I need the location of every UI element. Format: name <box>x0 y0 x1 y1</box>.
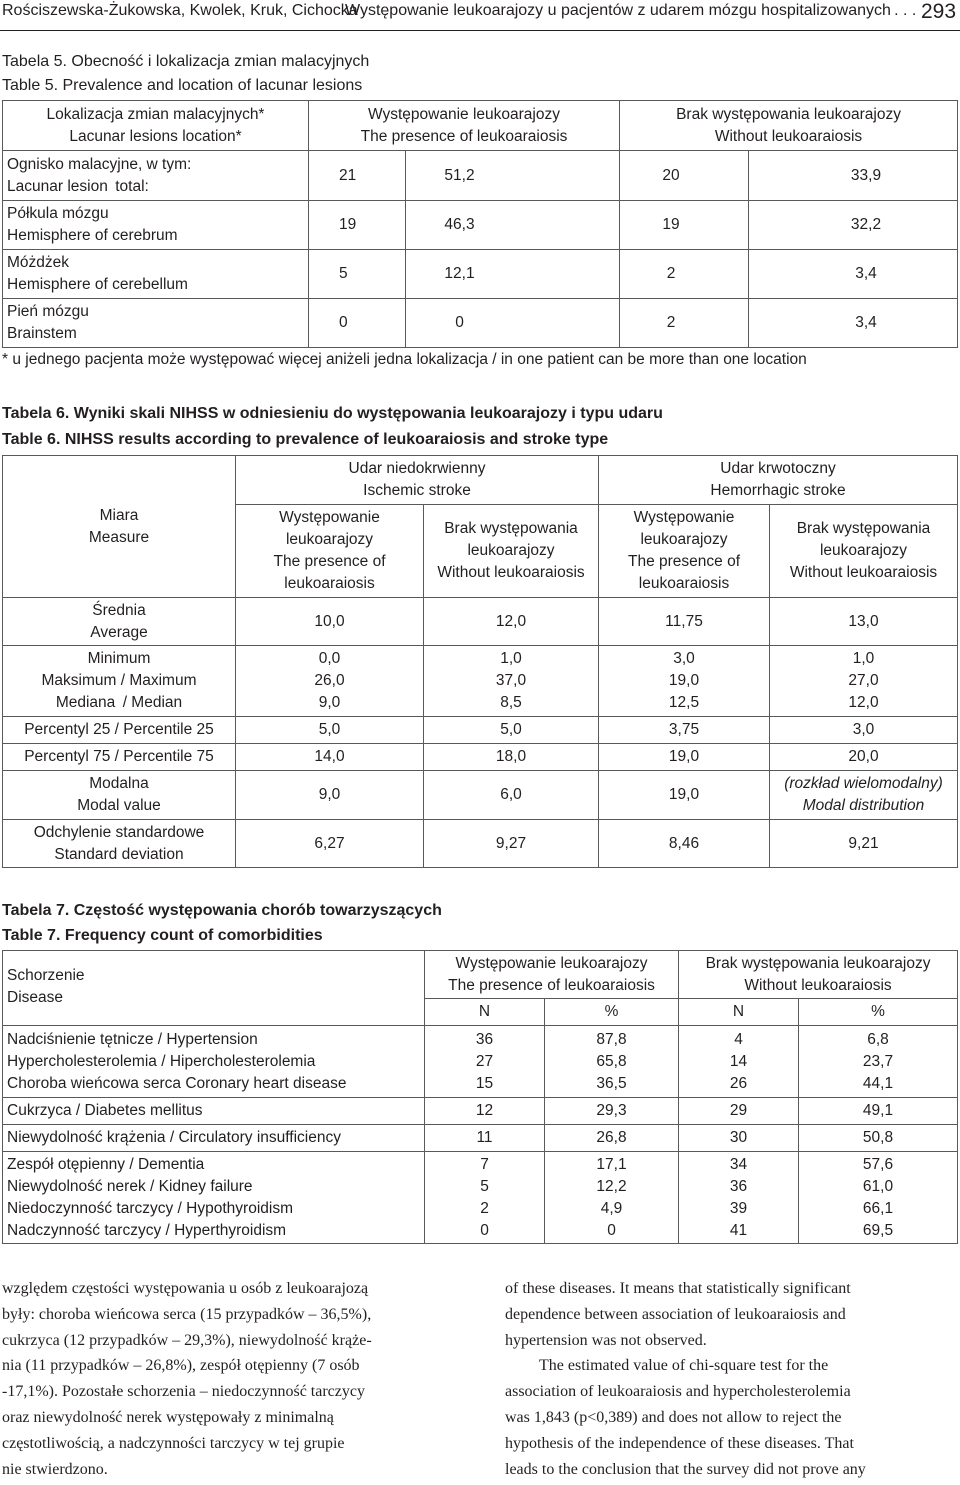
table5-head-presence: Występowanie leukoarajozy The presence of leukoaraiosis <box>309 101 620 151</box>
table7-cell: 26,8 <box>545 1125 679 1152</box>
table7-cell: 17,1 12,2 4,9 0 <box>545 1152 679 1244</box>
table6-cell: 11,75 <box>599 598 770 646</box>
table7-caption-pl: Tabela 7. Częstość występowania chorób towarzyszących <box>2 902 442 919</box>
table6-cell: 8,46 <box>599 820 770 868</box>
table7-cell: 87,8 65,8 36,5 <box>545 1026 679 1098</box>
table5-caption-pl: Tabela 5. Obecność i lokalizacja zmian malacyjnych <box>2 53 370 70</box>
table6-cell: 6,0 <box>424 771 599 820</box>
table7-cell: 6,8 23,7 44,1 <box>799 1026 958 1098</box>
table5-cell: 19 <box>620 201 749 250</box>
table6-cell: (rozkład wielomodalny) Modal distribution <box>770 771 958 820</box>
table6-row-label: Minimum Maksimum / Maximum Mediana / Median <box>3 646 236 717</box>
table6-cell: 0,0 26,0 9,0 <box>236 646 424 717</box>
table5-row-label: Półkula mózgu Hemisphere of cerebrum <box>3 201 309 250</box>
table6-cell: 5,0 <box>424 717 599 744</box>
table6-cell: 5,0 <box>236 717 424 744</box>
table6-cell: 6,27 <box>236 820 424 868</box>
table7-caption-en: Table 7. Frequency count of comorbidities <box>2 927 323 944</box>
table-row <box>3 250 958 299</box>
table6-cell: 3,0 19,0 12,5 <box>599 646 770 717</box>
table6-cell: 13,0 <box>770 598 958 646</box>
table6-head-absence: Brak występowania leukoarajozy Without leukoaraiosis <box>770 505 958 598</box>
table6-head-ischemic: Udar niedokrwienny Ischemic stroke <box>236 456 599 505</box>
table7-head-n: N <box>679 999 799 1026</box>
table6-caption-pl: Tabela 6. Wyniki skali NIHSS w odniesieniu do występowania leukoarajozy i typu udaru <box>2 405 663 422</box>
header-authors: Rościszewska-Żukowska, Kwolek, Kruk, Cichocka <box>2 2 358 19</box>
table7-head-pct: % <box>799 999 958 1026</box>
table7-row-label: Nadciśnienie tętnicze / Hypertension Hypercholesterolemia / Hipercholesterolemia Choroba wieńcowa serca Coronary heart disease <box>3 1026 425 1098</box>
table6-row-label: Średnia Average <box>3 598 236 646</box>
table7-cell: 4 14 26 <box>679 1026 799 1098</box>
table6-head-absence: Brak występowania leukoarajozy Without leukoaraiosis <box>424 505 599 598</box>
table5-cell: 2 <box>620 250 749 299</box>
table7-cell: 12 <box>425 1098 545 1125</box>
table5-footnote: * u jednego pacjenta może występować więcej aniżeli jedna lokalizacja / in one patient can be more than one location <box>2 351 807 368</box>
table5-cell: 5 <box>309 250 406 299</box>
table6-row-label: Percentyl 25 / Percentile 25 <box>3 717 236 744</box>
table5-cell: 3,4 <box>749 250 958 299</box>
table-row <box>3 1026 958 1098</box>
table7 <box>2 950 958 1244</box>
table-row <box>3 717 958 744</box>
table7-row-label: Zespół otępienny / Dementia Niewydolność nerek / Kidney failure Niedoczynność tarczycy / Hypothyroidism Nadczynność tarczycy / Hyperthyroidism <box>3 1152 425 1244</box>
table6-cell: 3,75 <box>599 717 770 744</box>
table6-head-presence: Występowanie leukoarajozy The presence of leukoaraiosis <box>599 505 770 598</box>
table-row <box>3 201 958 250</box>
table6-cell: 1,0 37,0 8,5 <box>424 646 599 717</box>
body-paragraph: The estimated value of chi-square test for the association of leukoaraiosis and hypercholesterolemia was 1,843 (p<0,389) and does not allow to reject the hypothesis of the independence of these diseases. That leads to the conclusion that the survey did not prove any <box>505 1357 866 1478</box>
body-paragraph: of these diseases. It means that statistically significant dependence between association of leukoaraiosis and hypertension was not observed. <box>505 1280 851 1349</box>
table-row <box>3 1152 958 1244</box>
table-row <box>3 299 958 348</box>
table6-caption-en: Table 6. NIHSS results according to prevalence of leukoaraiosis and stroke type <box>2 431 609 448</box>
table7-head-absence: Brak występowania leukoarajozy Without leukoaraiosis <box>679 951 958 999</box>
table6-cell: 9,21 <box>770 820 958 868</box>
table6-row-label: Modalna Modal value <box>3 771 236 820</box>
table-row <box>3 820 958 868</box>
table6-cell: 9,0 <box>236 771 424 820</box>
table6-cell: 19,0 <box>599 744 770 771</box>
table7-head-disease: Schorzenie Disease <box>3 951 425 1026</box>
table6-cell: 19,0 <box>599 771 770 820</box>
table7-cell: 49,1 <box>799 1098 958 1125</box>
table7-cell: 36 27 15 <box>425 1026 545 1098</box>
table5-cell: 20 <box>620 151 749 201</box>
header-rule <box>0 30 960 31</box>
table5-cell: 33,9 <box>749 151 958 201</box>
table7-header-row <box>3 951 958 999</box>
table6-cell: 10,0 <box>236 598 424 646</box>
table5-cell: 19 <box>309 201 406 250</box>
table5-cell: 2 <box>620 299 749 348</box>
table6-row-label: Odchylenie standardowe Standard deviation <box>3 820 236 868</box>
table6-head-presence: Występowanie leukoarajozy The presence of leukoaraiosis <box>236 505 424 598</box>
table6-cell: 1,0 27,0 12,0 <box>770 646 958 717</box>
body-left-column <box>2 1276 454 1482</box>
table5-cell: 21 <box>309 151 406 201</box>
table6-head-measure: Miara Measure <box>3 456 236 598</box>
table6-cell: 20,0 <box>770 744 958 771</box>
page-number: 293 <box>921 0 957 23</box>
table7-cell: 34 36 39 41 <box>679 1152 799 1244</box>
table-row <box>3 771 958 820</box>
table5-cell: 0 <box>406 299 620 348</box>
table6-cell: 12,0 <box>424 598 599 646</box>
table6-cell: 18,0 <box>424 744 599 771</box>
table5-row-label: Ognisko malacyjne, w tym: Lacunar lesion total: <box>3 151 309 201</box>
table6-cell: 9,27 <box>424 820 599 868</box>
table5-cell: 46,3 <box>406 201 620 250</box>
table7-cell: 29 <box>679 1098 799 1125</box>
table7-row-label: Cukrzyca / Diabetes mellitus <box>3 1098 425 1125</box>
table5-row-label: Móżdżek Hemisphere of cerebellum <box>3 250 309 299</box>
table-row <box>3 1098 958 1125</box>
table5-row-label: Pień mózgu Brainstem <box>3 299 309 348</box>
table-row <box>3 646 958 717</box>
table7-cell: 50,8 <box>799 1125 958 1152</box>
table7-cell: 7 5 2 0 <box>425 1152 545 1244</box>
table7-cell: 11 <box>425 1125 545 1152</box>
body-right-column <box>505 1276 957 1482</box>
table5-cell: 32,2 <box>749 201 958 250</box>
table6-cell: 14,0 <box>236 744 424 771</box>
table5-cell: 0 <box>309 299 406 348</box>
table7-cell: 29,3 <box>545 1098 679 1125</box>
body-paragraph: względem częstości występowania u osób z leukoarajozą były: choroba wieńcowa serca (15 przypadków – 36,5%), cukrzyca (12 przypadków – 29,3%), niewydolność krąże- nia (11 przypadków – 26,8%), zespół otępienny (7 osób -17,1%). Pozostałe schorzenia – niedoczynność tarczycy oraz niewydolność nerek występowały z minimalną częstotliwością, a nadczynności tarczycy w tej grupie nie stwierdzono. <box>2 1280 372 1478</box>
header-running-title: Występowanie leukoarajozy u pacjentów z udarem mózgu hospitalizowanych . . . <box>345 2 917 19</box>
table5-head-absence: Brak występowania leukoarajozy Without leukoaraiosis <box>620 101 958 151</box>
table6-header-row <box>3 456 958 505</box>
table5-cell: 51,2 <box>406 151 620 201</box>
table6 <box>2 455 958 868</box>
table5-caption-en: Table 5. Prevalence and location of lacunar lesions <box>2 77 363 94</box>
table5-head-location: Lokalizacja zmian malacyjnych* Lacunar lesions location* <box>3 101 309 151</box>
table7-cell: 57,6 61,0 66,1 69,5 <box>799 1152 958 1244</box>
table5 <box>2 100 958 348</box>
table7-head-presence: Występowanie leukoarajozy The presence of leukoaraiosis <box>425 951 679 999</box>
table6-cell: 3,0 <box>770 717 958 744</box>
table6-head-hemorrhagic: Udar krwotoczny Hemorrhagic stroke <box>599 456 958 505</box>
table7-row-label: Niewydolność krążenia / Circulatory insufficiency <box>3 1125 425 1152</box>
table-row <box>3 744 958 771</box>
table6-row-label: Percentyl 75 / Percentile 75 <box>3 744 236 771</box>
table7-cell: 30 <box>679 1125 799 1152</box>
table-row <box>3 151 958 201</box>
table7-head-pct: % <box>545 999 679 1026</box>
table5-header-row <box>3 101 958 151</box>
table-row <box>3 1125 958 1152</box>
table5-cell: 12,1 <box>406 250 620 299</box>
table5-cell: 3,4 <box>749 299 958 348</box>
table7-head-n: N <box>425 999 545 1026</box>
table-row <box>3 598 958 646</box>
